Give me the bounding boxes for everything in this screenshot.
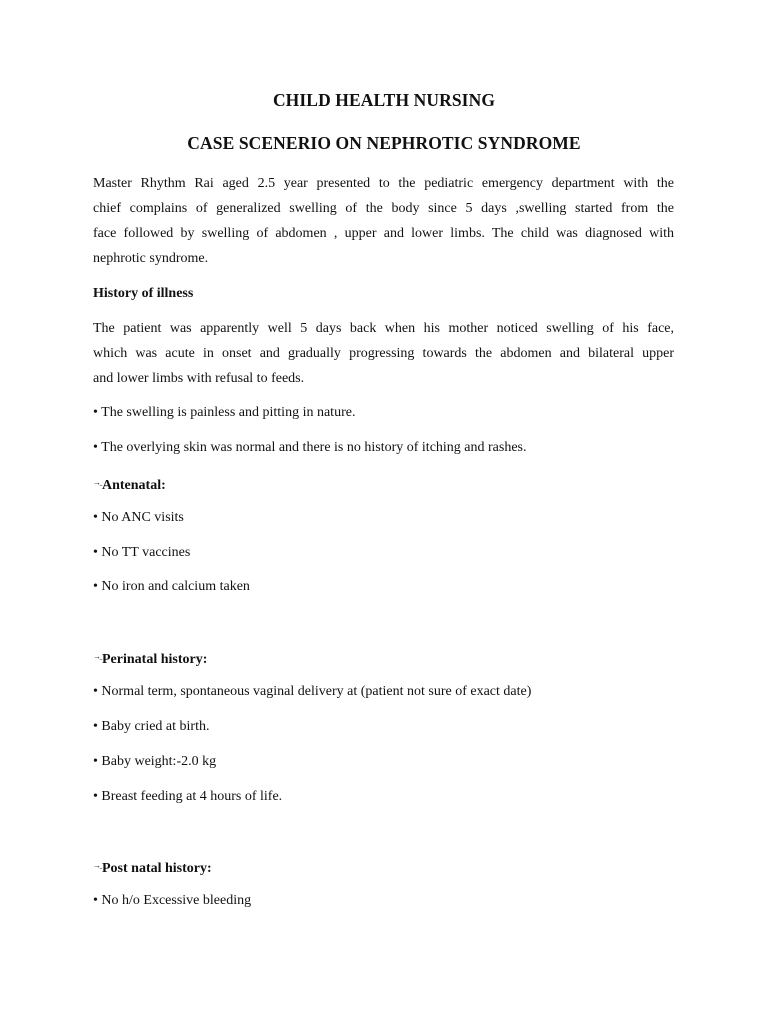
history-line: and lower limbs with refusal to feeds.	[93, 371, 305, 386]
postnatal-heading	[93, 857, 212, 878]
intro-line: nephrotic syndrome.	[93, 251, 209, 266]
history-paragraph	[93, 316, 674, 391]
history-bullet: • The swelling is painless and pitting in nature.	[93, 405, 356, 420]
antenatal-heading	[93, 474, 166, 495]
history-line: The patient was apparently well 5 days back when his mother noticed swelling of his face,	[93, 321, 674, 336]
intro-line: face followed by swelling of abdomen , upper and lower limbs. The child was diagnosed with	[93, 226, 674, 241]
document-title: CHILD HEALTH NURSING	[272, 90, 496, 110]
arrow-icon: →̱	[93, 861, 101, 870]
intro-paragraph	[93, 171, 674, 271]
perinatal-bullet: • Normal term, spontaneous vaginal delivery at (patient not sure of exact date)	[93, 684, 532, 699]
history-heading: History of illness	[93, 286, 194, 301]
perinatal-heading	[93, 648, 207, 669]
perinatal-bullet: • Baby cried at birth.	[93, 719, 210, 734]
intro-line: chief complains of generalized swelling of the body since 5 days ,swelling started from the	[93, 201, 674, 216]
perinatal-bullet: • Breast feeding at 4 hours of life.	[93, 789, 283, 804]
arrow-icon: →̱	[93, 478, 101, 487]
intro-line: Master Rhythm Rai aged 2.5 year presented to the pediatric emergency department with the	[93, 176, 674, 191]
perinatal-bullet: • Baby weight:-2.0 kg	[93, 754, 217, 769]
history-line: which was acute in onset and gradually progressing towards the abdomen and bilateral upper	[93, 346, 674, 361]
antenatal-heading-label: Antenatal:	[102, 478, 166, 493]
perinatal-heading-label: Perinatal history:	[102, 652, 208, 667]
postnatal-heading-label: Post natal history:	[102, 861, 212, 876]
antenatal-bullet: • No TT vaccines	[93, 545, 191, 560]
antenatal-bullet: • No ANC visits	[93, 510, 184, 525]
arrow-icon: →̱	[93, 652, 101, 661]
antenatal-bullet: • No iron and calcium taken	[93, 579, 250, 594]
history-bullet: • The overlying skin was normal and there is no history of itching and rashes.	[93, 440, 527, 455]
postnatal-bullet: • No h/o Excessive bleeding	[93, 893, 252, 908]
case-title: CASE SCENERIO ON NEPHROTIC SYNDROME	[187, 133, 581, 153]
